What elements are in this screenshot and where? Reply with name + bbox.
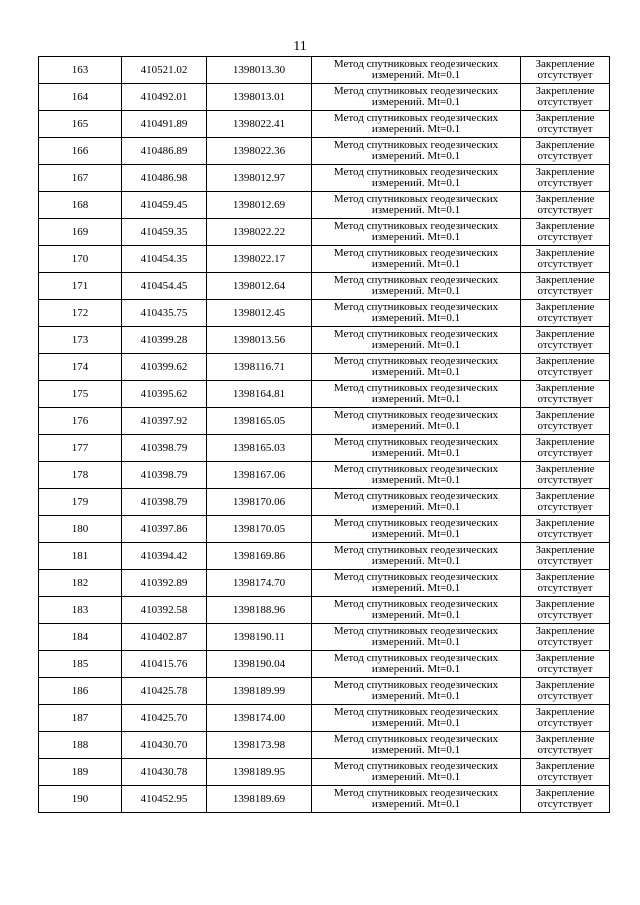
fixing-line: отсутствует bbox=[537, 582, 593, 594]
fixing-line: отсутствует bbox=[537, 798, 593, 810]
fixing-line: отсутствует bbox=[537, 636, 593, 648]
fixing-line: отсутствует bbox=[537, 285, 593, 297]
table-row bbox=[39, 597, 610, 624]
method-line: Метод спутниковых геодезических bbox=[333, 139, 499, 151]
fixing-line: Закрепление bbox=[535, 760, 595, 772]
method-line: измерений. Mt=0.1 bbox=[371, 609, 461, 621]
table-row bbox=[39, 624, 610, 651]
y-coordinate-cell: 1398022.22 bbox=[207, 219, 312, 246]
method-line: Метод спутниковых геодезических bbox=[333, 193, 499, 205]
method-cell bbox=[312, 624, 521, 651]
method-cell bbox=[312, 84, 521, 111]
x-coordinate-cell: 410430.70 bbox=[122, 732, 207, 759]
x-coordinate-cell: 410397.86 bbox=[122, 516, 207, 543]
y-coordinate-cell: 1398022.17 bbox=[207, 246, 312, 273]
y-coordinate-cell: 1398173.98 bbox=[207, 732, 312, 759]
fixing-line: отсутствует bbox=[537, 231, 593, 243]
point-number-cell: 172 bbox=[39, 300, 122, 327]
method-line: измерений. Mt=0.1 bbox=[371, 744, 461, 756]
fixing-cell bbox=[521, 300, 610, 327]
table-row bbox=[39, 651, 610, 678]
point-number-cell: 166 bbox=[39, 138, 122, 165]
method-cell bbox=[312, 678, 521, 705]
point-number-cell: 182 bbox=[39, 570, 122, 597]
method-line: измерений. Mt=0.1 bbox=[371, 150, 461, 162]
method-line: Метод спутниковых геодезических bbox=[333, 382, 499, 394]
table-row bbox=[39, 246, 610, 273]
x-coordinate-cell: 410454.45 bbox=[122, 273, 207, 300]
point-number-cell: 190 bbox=[39, 786, 122, 813]
x-coordinate-cell: 410399.62 bbox=[122, 354, 207, 381]
method-cell bbox=[312, 570, 521, 597]
fixing-cell bbox=[521, 489, 610, 516]
method-line: Метод спутниковых геодезических bbox=[333, 112, 499, 124]
fixing-cell bbox=[521, 435, 610, 462]
y-coordinate-cell: 1398189.95 bbox=[207, 759, 312, 786]
y-coordinate-cell: 1398170.05 bbox=[207, 516, 312, 543]
y-coordinate-cell: 1398022.41 bbox=[207, 111, 312, 138]
y-coordinate-cell: 1398174.70 bbox=[207, 570, 312, 597]
point-number-cell: 171 bbox=[39, 273, 122, 300]
method-line: измерений. Mt=0.1 bbox=[371, 474, 461, 486]
method-line: измерений. Mt=0.1 bbox=[371, 771, 461, 783]
table-row bbox=[39, 273, 610, 300]
method-cell bbox=[312, 651, 521, 678]
y-coordinate-cell: 1398164.81 bbox=[207, 381, 312, 408]
table-row bbox=[39, 408, 610, 435]
fixing-line: Закрепление bbox=[535, 355, 595, 367]
table-row bbox=[39, 300, 610, 327]
point-number-cell: 175 bbox=[39, 381, 122, 408]
method-line: измерений. Mt=0.1 bbox=[371, 231, 461, 243]
y-coordinate-cell: 1398022.36 bbox=[207, 138, 312, 165]
method-cell bbox=[312, 111, 521, 138]
fixing-cell bbox=[521, 327, 610, 354]
fixing-line: отсутствует bbox=[537, 501, 593, 513]
point-number-cell: 168 bbox=[39, 192, 122, 219]
fixing-cell bbox=[521, 111, 610, 138]
method-line: измерений. Mt=0.1 bbox=[371, 312, 461, 324]
y-coordinate-cell: 1398165.05 bbox=[207, 408, 312, 435]
point-number-cell: 167 bbox=[39, 165, 122, 192]
method-line: Метод спутниковых геодезических bbox=[333, 247, 499, 259]
method-cell bbox=[312, 732, 521, 759]
x-coordinate-cell: 410394.42 bbox=[122, 543, 207, 570]
y-coordinate-cell: 1398167.06 bbox=[207, 462, 312, 489]
point-number-cell: 186 bbox=[39, 678, 122, 705]
x-coordinate-cell: 410392.58 bbox=[122, 597, 207, 624]
method-cell bbox=[312, 57, 521, 84]
x-coordinate-cell: 410402.87 bbox=[122, 624, 207, 651]
fixing-cell bbox=[521, 165, 610, 192]
table-row bbox=[39, 705, 610, 732]
table-row bbox=[39, 462, 610, 489]
method-cell bbox=[312, 192, 521, 219]
x-coordinate-cell: 410521.02 bbox=[122, 57, 207, 84]
method-cell bbox=[312, 516, 521, 543]
method-cell bbox=[312, 246, 521, 273]
fixing-cell bbox=[521, 381, 610, 408]
fixing-line: Закрепление bbox=[535, 220, 595, 232]
point-number-cell: 173 bbox=[39, 327, 122, 354]
coordinates-table-body bbox=[39, 57, 610, 813]
x-coordinate-cell: 410454.35 bbox=[122, 246, 207, 273]
y-coordinate-cell: 1398169.86 bbox=[207, 543, 312, 570]
fixing-cell bbox=[521, 84, 610, 111]
method-cell bbox=[312, 381, 521, 408]
method-line: измерений. Mt=0.1 bbox=[371, 501, 461, 513]
point-number-cell: 189 bbox=[39, 759, 122, 786]
fixing-line: Закрепление bbox=[535, 625, 595, 637]
method-line: измерений. Mt=0.1 bbox=[371, 96, 461, 108]
y-coordinate-cell: 1398174.00 bbox=[207, 705, 312, 732]
point-number-cell: 183 bbox=[39, 597, 122, 624]
point-number-cell: 163 bbox=[39, 57, 122, 84]
fixing-line: Закрепление bbox=[535, 247, 595, 259]
method-line: Метод спутниковых геодезических bbox=[333, 517, 499, 529]
fixing-line: Закрепление bbox=[535, 85, 595, 97]
x-coordinate-cell: 410486.98 bbox=[122, 165, 207, 192]
y-coordinate-cell: 1398170.06 bbox=[207, 489, 312, 516]
table-row bbox=[39, 327, 610, 354]
method-cell bbox=[312, 489, 521, 516]
table-row bbox=[39, 111, 610, 138]
fixing-cell bbox=[521, 678, 610, 705]
method-line: измерений. Mt=0.1 bbox=[371, 663, 461, 675]
method-line: Метод спутниковых геодезических bbox=[333, 409, 499, 421]
table-row bbox=[39, 543, 610, 570]
point-number-cell: 170 bbox=[39, 246, 122, 273]
fixing-line: отсутствует bbox=[537, 150, 593, 162]
point-number-cell: 169 bbox=[39, 219, 122, 246]
x-coordinate-cell: 410397.92 bbox=[122, 408, 207, 435]
x-coordinate-cell: 410398.79 bbox=[122, 462, 207, 489]
fixing-line: Закрепление bbox=[535, 328, 595, 340]
fixing-line: Закрепление bbox=[535, 58, 595, 70]
method-line: измерений. Mt=0.1 bbox=[371, 528, 461, 540]
y-coordinate-cell: 1398012.64 bbox=[207, 273, 312, 300]
method-cell bbox=[312, 408, 521, 435]
method-line: Метод спутниковых геодезических bbox=[333, 85, 499, 97]
y-coordinate-cell: 1398189.69 bbox=[207, 786, 312, 813]
fixing-line: Закрепление bbox=[535, 706, 595, 718]
method-line: измерений. Mt=0.1 bbox=[371, 366, 461, 378]
method-line: измерений. Mt=0.1 bbox=[371, 717, 461, 729]
method-line: измерений. Mt=0.1 bbox=[371, 798, 461, 810]
table-row bbox=[39, 678, 610, 705]
point-number-cell: 187 bbox=[39, 705, 122, 732]
method-line: Метод спутниковых геодезических bbox=[333, 625, 499, 637]
x-coordinate-cell: 410392.89 bbox=[122, 570, 207, 597]
fixing-line: Закрепление bbox=[535, 787, 595, 799]
x-coordinate-cell: 410425.78 bbox=[122, 678, 207, 705]
fixing-line: отсутствует bbox=[537, 609, 593, 621]
fixing-cell bbox=[521, 543, 610, 570]
fixing-line: отсутствует bbox=[537, 690, 593, 702]
fixing-cell bbox=[521, 759, 610, 786]
fixing-line: Закрепление bbox=[535, 193, 595, 205]
method-line: измерений. Mt=0.1 bbox=[371, 177, 461, 189]
y-coordinate-cell: 1398190.11 bbox=[207, 624, 312, 651]
method-line: Метод спутниковых геодезических bbox=[333, 679, 499, 691]
fixing-cell bbox=[521, 624, 610, 651]
method-line: Метод спутниковых геодезических bbox=[333, 733, 499, 745]
method-line: измерений. Mt=0.1 bbox=[371, 123, 461, 135]
y-coordinate-cell: 1398012.45 bbox=[207, 300, 312, 327]
fixing-line: Закрепление bbox=[535, 733, 595, 745]
x-coordinate-cell: 410415.76 bbox=[122, 651, 207, 678]
method-cell bbox=[312, 462, 521, 489]
fixing-line: Закрепление bbox=[535, 517, 595, 529]
fixing-cell bbox=[521, 705, 610, 732]
method-cell bbox=[312, 300, 521, 327]
x-coordinate-cell: 410398.79 bbox=[122, 489, 207, 516]
y-coordinate-cell: 1398012.97 bbox=[207, 165, 312, 192]
table-row bbox=[39, 192, 610, 219]
fixing-cell bbox=[521, 516, 610, 543]
method-line: измерений. Mt=0.1 bbox=[371, 204, 461, 216]
method-cell bbox=[312, 165, 521, 192]
y-coordinate-cell: 1398013.30 bbox=[207, 57, 312, 84]
point-number-cell: 178 bbox=[39, 462, 122, 489]
page-number: 11 bbox=[293, 39, 307, 54]
fixing-line: Закрепление bbox=[535, 679, 595, 691]
method-line: Метод спутниковых геодезических bbox=[333, 301, 499, 313]
method-line: Метод спутниковых геодезических bbox=[333, 652, 499, 664]
table-row bbox=[39, 489, 610, 516]
fixing-line: Закрепление bbox=[535, 112, 595, 124]
method-line: Метод спутниковых геодезических bbox=[333, 490, 499, 502]
fixing-cell bbox=[521, 138, 610, 165]
fixing-cell bbox=[521, 651, 610, 678]
method-line: измерений. Mt=0.1 bbox=[371, 690, 461, 702]
method-line: измерений. Mt=0.1 bbox=[371, 582, 461, 594]
point-number-cell: 174 bbox=[39, 354, 122, 381]
fixing-line: отсутствует bbox=[537, 663, 593, 675]
method-cell bbox=[312, 597, 521, 624]
y-coordinate-cell: 1398116.71 bbox=[207, 354, 312, 381]
fixing-line: Закрепление bbox=[535, 463, 595, 475]
fixing-line: Закрепление bbox=[535, 598, 595, 610]
table-row bbox=[39, 165, 610, 192]
table-row bbox=[39, 57, 610, 84]
y-coordinate-cell: 1398013.56 bbox=[207, 327, 312, 354]
fixing-cell bbox=[521, 219, 610, 246]
x-coordinate-cell: 410491.89 bbox=[122, 111, 207, 138]
fixing-line: отсутствует bbox=[537, 69, 593, 81]
x-coordinate-cell: 410459.45 bbox=[122, 192, 207, 219]
fixing-line: Закрепление bbox=[535, 301, 595, 313]
fixing-line: Закрепление bbox=[535, 571, 595, 583]
fixing-line: отсутствует bbox=[537, 528, 593, 540]
method-cell bbox=[312, 327, 521, 354]
table-row bbox=[39, 435, 610, 462]
fixing-line: Закрепление bbox=[535, 139, 595, 151]
table-row bbox=[39, 786, 610, 813]
y-coordinate-cell: 1398013.01 bbox=[207, 84, 312, 111]
method-line: измерений. Mt=0.1 bbox=[371, 69, 461, 81]
fixing-cell bbox=[521, 462, 610, 489]
table-row bbox=[39, 219, 610, 246]
method-line: Метод спутниковых геодезических bbox=[333, 760, 499, 772]
method-cell bbox=[312, 543, 521, 570]
y-coordinate-cell: 1398165.03 bbox=[207, 435, 312, 462]
fixing-cell bbox=[521, 57, 610, 84]
method-line: Метод спутниковых геодезических bbox=[333, 544, 499, 556]
x-coordinate-cell: 410435.75 bbox=[122, 300, 207, 327]
fixing-line: Закрепление bbox=[535, 436, 595, 448]
point-number-cell: 188 bbox=[39, 732, 122, 759]
table-row bbox=[39, 570, 610, 597]
table-row bbox=[39, 381, 610, 408]
x-coordinate-cell: 410492.01 bbox=[122, 84, 207, 111]
point-number-cell: 177 bbox=[39, 435, 122, 462]
method-cell bbox=[312, 138, 521, 165]
point-number-cell: 181 bbox=[39, 543, 122, 570]
fixing-cell bbox=[521, 273, 610, 300]
fixing-line: Закрепление bbox=[535, 166, 595, 178]
method-line: измерений. Mt=0.1 bbox=[371, 420, 461, 432]
method-line: Метод спутниковых геодезических bbox=[333, 58, 499, 70]
fixing-cell bbox=[521, 597, 610, 624]
method-cell bbox=[312, 759, 521, 786]
method-line: измерений. Mt=0.1 bbox=[371, 636, 461, 648]
fixing-cell bbox=[521, 786, 610, 813]
fixing-line: отсутствует bbox=[537, 447, 593, 459]
fixing-line: Закрепление bbox=[535, 382, 595, 394]
point-number-cell: 165 bbox=[39, 111, 122, 138]
x-coordinate-cell: 410430.78 bbox=[122, 759, 207, 786]
point-number-cell: 180 bbox=[39, 516, 122, 543]
method-cell bbox=[312, 435, 521, 462]
method-cell bbox=[312, 786, 521, 813]
fixing-line: отсутствует bbox=[537, 96, 593, 108]
fixing-cell bbox=[521, 732, 610, 759]
method-line: измерений. Mt=0.1 bbox=[371, 447, 461, 459]
x-coordinate-cell: 410398.79 bbox=[122, 435, 207, 462]
table-row bbox=[39, 138, 610, 165]
x-coordinate-cell: 410399.28 bbox=[122, 327, 207, 354]
method-line: измерений. Mt=0.1 bbox=[371, 339, 461, 351]
method-line: Метод спутниковых геодезических bbox=[333, 571, 499, 583]
fixing-line: отсутствует bbox=[537, 366, 593, 378]
y-coordinate-cell: 1398190.04 bbox=[207, 651, 312, 678]
table-row bbox=[39, 354, 610, 381]
fixing-line: отсутствует bbox=[537, 258, 593, 270]
fixing-cell bbox=[521, 408, 610, 435]
fixing-line: отсутствует bbox=[537, 555, 593, 567]
x-coordinate-cell: 410425.70 bbox=[122, 705, 207, 732]
point-number-cell: 184 bbox=[39, 624, 122, 651]
method-line: Метод спутниковых геодезических bbox=[333, 220, 499, 232]
table-row bbox=[39, 84, 610, 111]
table-row bbox=[39, 732, 610, 759]
fixing-line: отсутствует bbox=[537, 204, 593, 216]
fixing-line: отсутствует bbox=[537, 420, 593, 432]
fixing-cell bbox=[521, 354, 610, 381]
table-row bbox=[39, 759, 610, 786]
fixing-line: Закрепление bbox=[535, 544, 595, 556]
fixing-line: Закрепление bbox=[535, 490, 595, 502]
fixing-line: отсутствует bbox=[537, 339, 593, 351]
method-line: Метод спутниковых геодезических bbox=[333, 274, 499, 286]
y-coordinate-cell: 1398012.69 bbox=[207, 192, 312, 219]
method-line: Метод спутниковых геодезических bbox=[333, 436, 499, 448]
method-line: Метод спутниковых геодезических bbox=[333, 166, 499, 178]
y-coordinate-cell: 1398189.99 bbox=[207, 678, 312, 705]
method-line: измерений. Mt=0.1 bbox=[371, 258, 461, 270]
method-cell bbox=[312, 354, 521, 381]
fixing-line: отсутствует bbox=[537, 123, 593, 135]
fixing-line: отсутствует bbox=[537, 771, 593, 783]
point-number-cell: 164 bbox=[39, 84, 122, 111]
method-cell bbox=[312, 273, 521, 300]
fixing-line: Закрепление bbox=[535, 652, 595, 664]
point-number-cell: 176 bbox=[39, 408, 122, 435]
x-coordinate-cell: 410395.62 bbox=[122, 381, 207, 408]
method-line: Метод спутниковых геодезических bbox=[333, 787, 499, 799]
x-coordinate-cell: 410452.95 bbox=[122, 786, 207, 813]
fixing-line: отсутствует bbox=[537, 744, 593, 756]
method-cell bbox=[312, 705, 521, 732]
coordinates-table bbox=[38, 56, 610, 813]
method-line: Метод спутниковых геодезических bbox=[333, 598, 499, 610]
method-line: измерений. Mt=0.1 bbox=[371, 393, 461, 405]
fixing-cell bbox=[521, 192, 610, 219]
fixing-line: отсутствует bbox=[537, 717, 593, 729]
fixing-cell bbox=[521, 246, 610, 273]
method-cell bbox=[312, 219, 521, 246]
method-line: Метод спутниковых геодезических bbox=[333, 463, 499, 475]
fixing-cell bbox=[521, 570, 610, 597]
method-line: Метод спутниковых геодезических bbox=[333, 328, 499, 340]
fixing-line: Закрепление bbox=[535, 274, 595, 286]
fixing-line: отсутствует bbox=[537, 474, 593, 486]
fixing-line: Закрепление bbox=[535, 409, 595, 421]
method-line: Метод спутниковых геодезических bbox=[333, 355, 499, 367]
method-line: Метод спутниковых геодезических bbox=[333, 706, 499, 718]
point-number-cell: 179 bbox=[39, 489, 122, 516]
y-coordinate-cell: 1398188.96 bbox=[207, 597, 312, 624]
point-number-cell: 185 bbox=[39, 651, 122, 678]
method-line: измерений. Mt=0.1 bbox=[371, 555, 461, 567]
x-coordinate-cell: 410459.35 bbox=[122, 219, 207, 246]
x-coordinate-cell: 410486.89 bbox=[122, 138, 207, 165]
table-row bbox=[39, 516, 610, 543]
fixing-line: отсутствует bbox=[537, 177, 593, 189]
fixing-line: отсутствует bbox=[537, 312, 593, 324]
method-line: измерений. Mt=0.1 bbox=[371, 285, 461, 297]
fixing-line: отсутствует bbox=[537, 393, 593, 405]
